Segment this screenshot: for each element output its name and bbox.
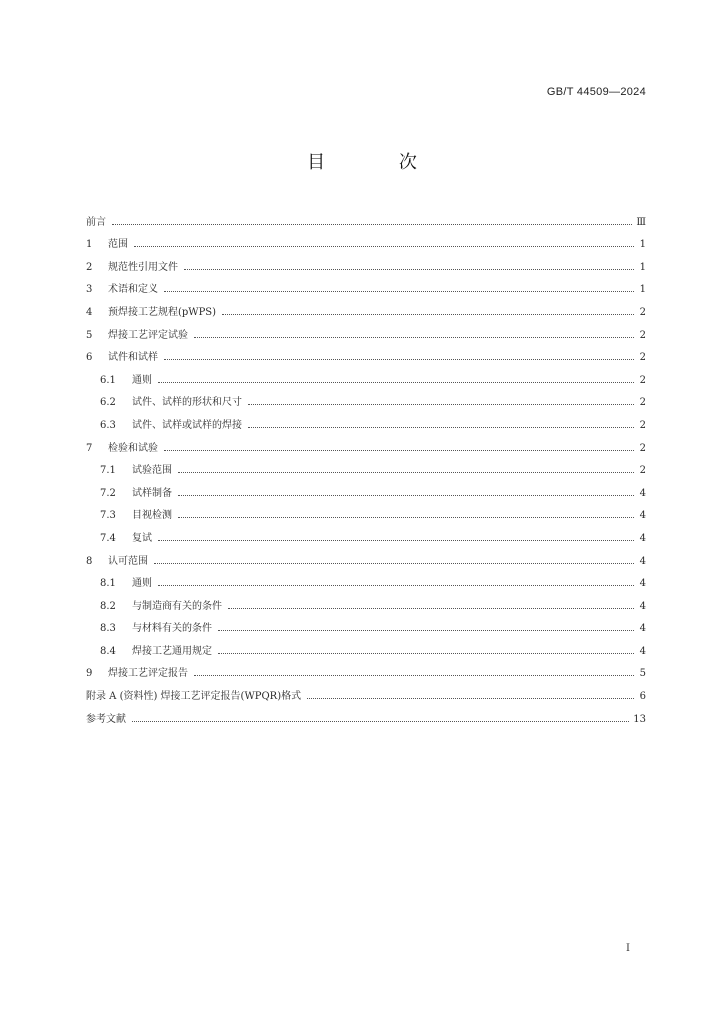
toc-entry-number: 7.3 [100,510,116,522]
toc-dot-leader [158,381,634,383]
toc-entry[interactable] [86,657,646,680]
toc-entry-number: 9 [86,668,93,680]
toc-dot-leader [194,674,634,676]
toc-entry-page: 1 [639,239,646,251]
toc-entry-number: 2 [86,261,93,273]
toc-entry-label: 试验范围 [132,465,172,477]
page-number: I [626,943,630,954]
toc-entry-page: 2 [639,465,646,477]
toc-title: 目 次 [307,152,451,173]
toc-dot-leader [194,336,634,338]
toc-dot-leader [218,629,634,631]
toc-entry[interactable] [86,431,646,454]
toc-dot-leader [178,471,634,473]
toc-entry-page: 4 [639,487,646,499]
toc-entry-page: 2 [639,306,646,318]
toc-entry-label: 规范性引用文件 [108,261,178,273]
toc-entry-page: 4 [639,600,646,612]
toc-entry-number: 1 [86,239,93,251]
toc-dot-leader [184,268,634,270]
toc-entry-label: 与制造商有关的条件 [132,600,222,612]
toc-entry[interactable] [86,205,646,228]
toc-entry-page: 4 [639,578,646,590]
toc-entry-number: 6.3 [100,419,116,431]
toc-dot-leader [164,290,634,292]
toc-dot-leader [164,449,634,451]
toc-entry-number: 7.4 [100,532,116,544]
toc-entry-page: 4 [639,532,646,544]
toc-entry-page: 2 [639,352,646,364]
toc-entry-number: 8.3 [100,623,116,635]
toc-entry[interactable] [86,589,646,612]
toc-entry-page: 2 [639,419,646,431]
toc-dot-leader [178,494,634,496]
toc-entry[interactable] [86,454,646,477]
toc-entry-label: 认可范围 [108,555,148,567]
toc-entry[interactable] [86,499,646,522]
toc-entry-number: 7 [86,442,93,454]
toc-dot-leader [218,652,634,654]
toc-dot-leader [134,245,634,247]
toc-entry-page: 2 [639,397,646,409]
toc-entry-number: 7.2 [100,487,116,499]
toc-entry-number: 8.2 [100,600,116,612]
toc-entry-page: 5 [639,668,646,680]
toc-entry-number: 6.2 [100,397,116,409]
toc-entry[interactable] [86,341,646,364]
toc-dot-leader [178,516,634,518]
toc-dot-leader [248,426,634,428]
toc-entry[interactable] [86,567,646,590]
toc-entry-label: 试件、试样的形状和尺寸 [132,397,242,409]
toc-entry-page: 1 [639,261,646,273]
toc-entry-page: 6 [639,691,646,703]
toc-entry-label: 术语和定义 [108,284,158,296]
toc-entry-number: 5 [86,329,93,341]
toc-entry-label: 附录 A (资料性) 焊接工艺评定报告(WPQR)格式 [86,691,302,703]
toc-entry-number: 8 [86,555,93,567]
standard-number: GB/T 44509—2024 [546,86,646,98]
toc-entry[interactable] [86,679,646,702]
toc-entry-number: 6 [86,352,93,364]
toc-list [86,205,646,725]
toc-entry-number: 7.1 [100,465,116,477]
toc-dot-leader [112,223,632,225]
toc-entry-label: 参考文献 [86,713,126,725]
toc-entry[interactable] [86,476,646,499]
toc-entry-page: Ⅲ [636,216,646,228]
toc-entry-label: 范围 [108,239,128,251]
toc-dot-leader [154,562,634,564]
toc-dot-leader [307,697,634,699]
toc-dot-leader [248,403,634,405]
toc-entry-label: 前言 [86,216,106,228]
toc-entry-label: 检验和试验 [108,442,158,454]
toc-entry-page: 4 [639,623,646,635]
toc-dot-leader [164,358,634,360]
toc-entry-label: 通则 [132,578,152,590]
toc-entry-page: 1 [639,284,646,296]
toc-entry-label: 试件、试样或试样的焊接 [132,419,242,431]
toc-dot-leader [228,607,634,609]
toc-entry-number: 8.1 [100,578,116,590]
toc-entry-number: 8.4 [100,645,116,657]
toc-entry-label: 通则 [132,374,152,386]
toc-entry[interactable] [86,408,646,431]
toc-entry[interactable] [86,250,646,273]
toc-entry[interactable] [86,228,646,251]
toc-entry-page: 2 [639,329,646,341]
toc-dot-leader [222,313,634,315]
toc-entry-page: 13 [633,713,646,725]
toc-entry-number: 6.1 [100,374,116,386]
toc-entry-page: 2 [639,442,646,454]
toc-entry[interactable] [86,612,646,635]
toc-entry-label: 焊接工艺评定试验 [108,329,188,341]
toc-entry-page: 4 [639,645,646,657]
toc-entry[interactable] [86,702,646,725]
toc-entry-number: 3 [86,284,93,296]
toc-entry-label: 焊接工艺通用规定 [132,645,212,657]
toc-entry-page: 2 [639,374,646,386]
toc-entry[interactable] [86,273,646,296]
toc-entry[interactable] [86,363,646,386]
toc-entry-number: 4 [86,306,93,318]
toc-entry[interactable] [86,544,646,567]
toc-dot-leader [158,584,634,586]
toc-dot-leader [132,720,629,722]
toc-entry-label: 试件和试样 [108,352,158,364]
toc-entry-label: 目视检测 [132,510,172,522]
toc-dot-leader [158,539,634,541]
toc-entry[interactable] [86,634,646,657]
toc-entry-page: 4 [639,555,646,567]
toc-entry-label: 试样制备 [132,487,172,499]
toc-entry-page: 4 [639,510,646,522]
toc-entry[interactable] [86,318,646,341]
toc-entry-label: 与材料有关的条件 [132,623,212,635]
toc-entry-label: 复试 [132,532,152,544]
toc-entry-label: 预焊接工艺规程(pWPS) [108,306,217,318]
toc-entry-label: 焊接工艺评定报告 [108,668,188,680]
toc-entry[interactable] [86,295,646,318]
toc-entry[interactable] [86,386,646,409]
toc-entry[interactable] [86,521,646,544]
